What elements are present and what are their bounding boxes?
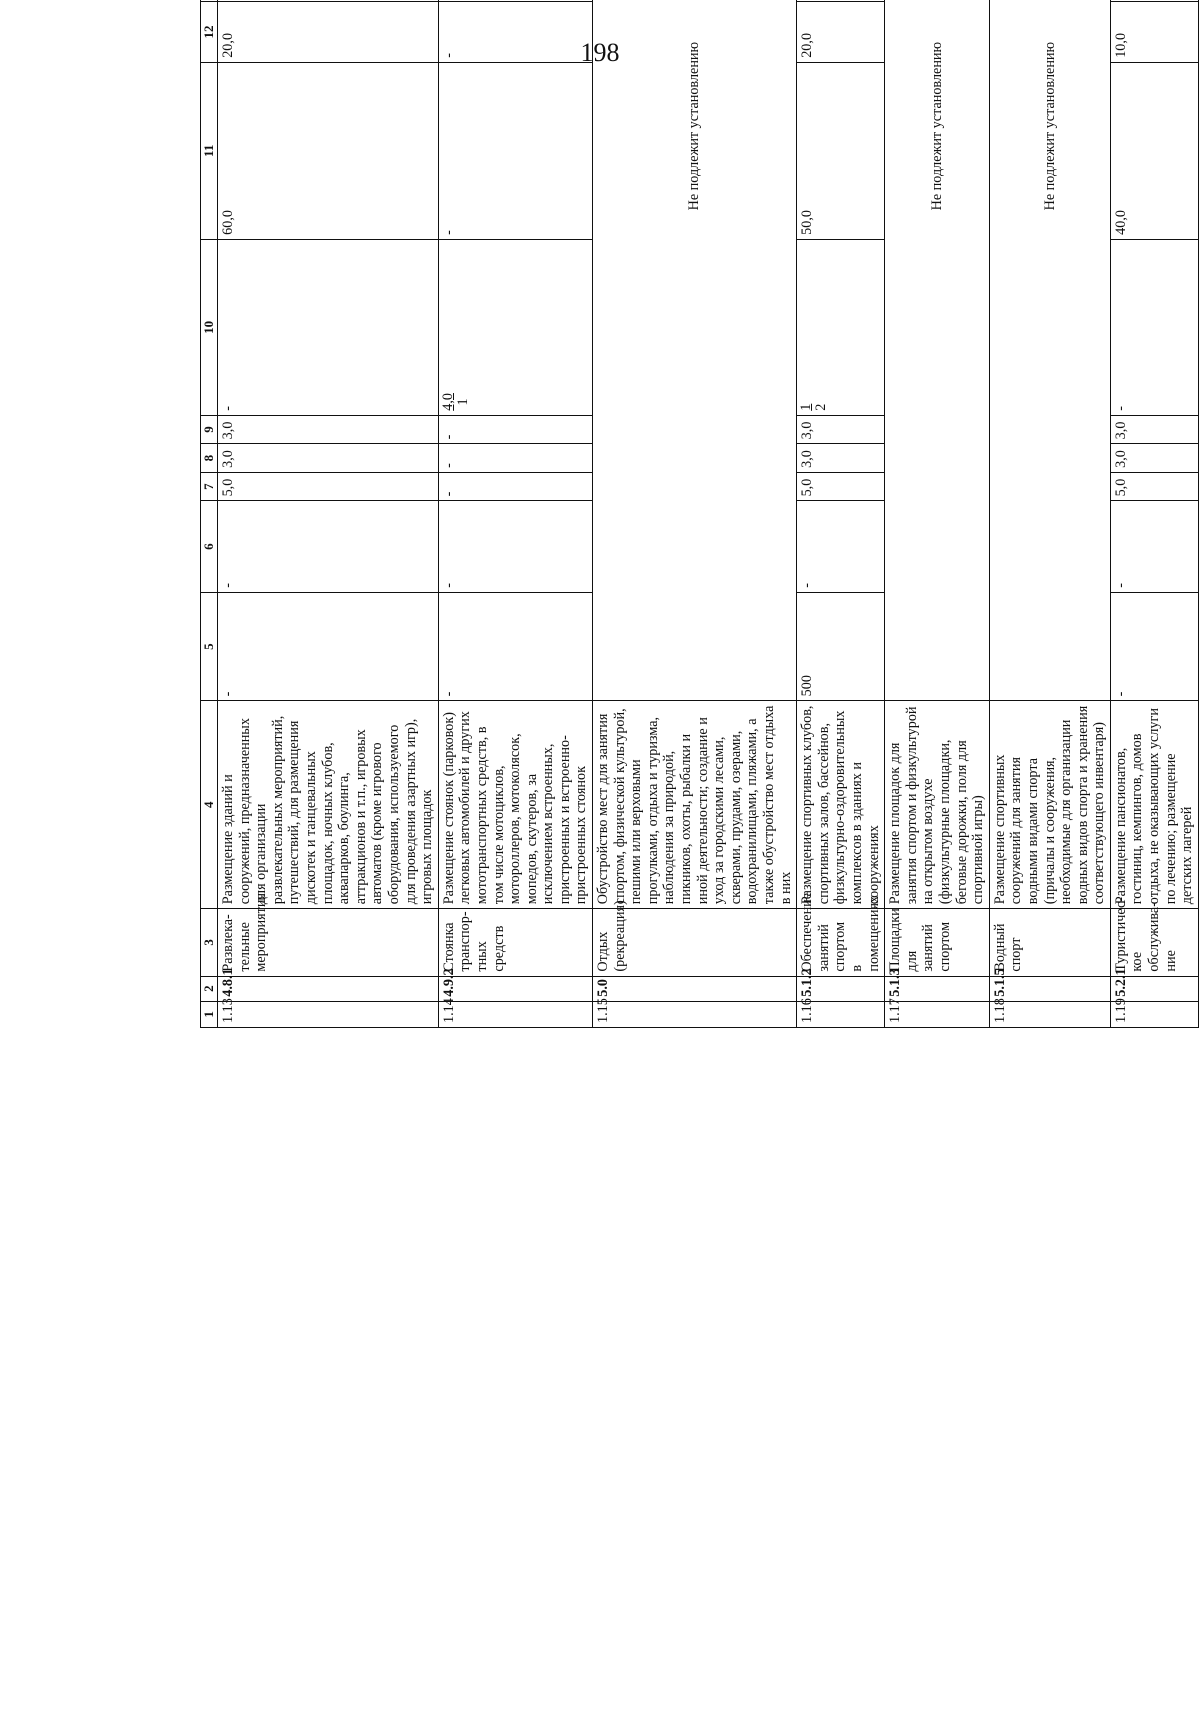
cell-code: 5.0 xyxy=(593,976,797,1001)
table-row xyxy=(438,0,592,1028)
cell-value: 3,0 xyxy=(797,415,885,444)
cell-code: 5.1.2 xyxy=(797,976,885,1001)
cell-value: - xyxy=(1110,592,1198,701)
fraction xyxy=(799,404,829,411)
cell-description: Размещение зданий и сооружений, предназначенных для организации развлекательных мероприятий, путешествий, для размещения дискотек и танцевальных площадок, ночных клубов, аквапарков, боулинга, аттракционов и т.п., игровых автоматов (кроме игрового оборудования, используемого для проведения азартных игр), игровых площадок xyxy=(218,701,439,909)
cell-not-applicable: Не подлежит установлению xyxy=(593,0,797,701)
cell-value: - xyxy=(1110,239,1198,415)
cell-value: 5,0 xyxy=(218,472,439,501)
cell-code: 4.9.2 xyxy=(438,976,592,1001)
cell-description: Размещение площадок для занятия спортом и физкультурой на открытом воздухе (физкультурные площадки, беговые дорожки, поля для спортивной игры) xyxy=(885,701,990,909)
cell-value: 20,0 xyxy=(797,2,885,63)
cell-value: - xyxy=(438,472,592,501)
column-header: 12 xyxy=(201,2,218,63)
cell-value: - xyxy=(438,501,592,592)
cell-value: - xyxy=(438,592,592,701)
table-row xyxy=(989,0,1110,1028)
cell-value: 5,0 xyxy=(797,472,885,501)
column-header: 4 xyxy=(201,701,218,909)
cell-value: - xyxy=(438,2,592,63)
column-header: 7 xyxy=(201,472,218,501)
column-header xyxy=(201,0,218,2)
column-header: 2 xyxy=(201,976,218,1001)
cell-row-number: 1.19 xyxy=(1110,1001,1198,1027)
cell-value: 50,0 xyxy=(797,62,885,239)
fraction-numerator: 4,0 xyxy=(439,393,456,411)
cell-value: 3,0 xyxy=(797,444,885,473)
cell-value xyxy=(438,0,592,2)
cell-name: Отдых (рекреация) xyxy=(593,909,797,976)
table-row xyxy=(797,0,885,1028)
cell-value: - xyxy=(1110,501,1198,592)
cell-row-number: 1.13 xyxy=(218,1001,439,1027)
fraction-denominator: 2 xyxy=(813,403,830,411)
cell-value: 3,0 xyxy=(1110,444,1198,473)
cell-name: Обеспечение занятий спортом в помещениях xyxy=(797,909,885,976)
cell-value: 5,0 xyxy=(1110,472,1198,501)
cell-value: - xyxy=(797,501,885,592)
cell-name: Площадки для занятий спортом xyxy=(885,909,990,976)
cell-value: 40,0 xyxy=(1110,62,1198,239)
column-header: 9 xyxy=(201,415,218,444)
cell-row-number: 1.15 xyxy=(593,1001,797,1027)
cell-description: Обустройство мест для занятия спортом, физической культурой, пешими или верховыми прогулками, отдыха и туризма, наблюдения за природой, пикников, охоты, рыбалки и иной деятельности; создание и уход за городскими лесами, скверами, прудами, озерами, водохранилищами, пляжами, а также обустройство мест отдыха в них xyxy=(593,701,797,909)
fraction-numerator: 1 xyxy=(798,403,815,411)
land-use-regulations-table xyxy=(200,0,1199,1028)
cell-name: Водный спорт xyxy=(989,909,1110,976)
cell-description: Размещение стоянок (парковок) легковых автомобилей и других мототранспортных средств, в том числе мотоциклов, мотороллеров, мотоколясок, мопедов, скутеров, за исключением встроенных, пристроенных и встроенно-пристроенных стоянок xyxy=(438,701,592,909)
cell-value-fraction xyxy=(797,239,885,415)
cell-value: - xyxy=(438,415,592,444)
cell-code: 5.2.1 xyxy=(1110,976,1198,1001)
cell-value: - xyxy=(438,62,592,239)
cell-value-fraction xyxy=(438,239,592,415)
cell-value xyxy=(1110,0,1198,2)
cell-row-number: 1.17 xyxy=(885,1001,990,1027)
table-row xyxy=(593,0,797,1028)
rotated-table-container xyxy=(200,0,1196,1028)
column-header: 11 xyxy=(201,62,218,239)
header-row xyxy=(201,0,218,1028)
table-row xyxy=(885,0,990,1028)
column-header: 3 xyxy=(201,909,218,976)
cell-not-applicable: Не подлежит установлению xyxy=(885,0,990,701)
cell-value: - xyxy=(218,592,439,701)
table-row xyxy=(218,0,439,1028)
column-header: 1 xyxy=(201,1001,218,1027)
cell-description: Размещение спортивных сооружений для занятия водными видами спорта (причалы и сооружения, необходимые для организации водных видов спорта и хранения соответствующего инвентаря) xyxy=(989,701,1110,909)
cell-not-applicable: Не подлежит установлению xyxy=(989,0,1110,701)
cell-row-number: 1.14 xyxy=(438,1001,592,1027)
cell-row-number: 1.16 xyxy=(797,1001,885,1027)
cell-code: 5.1.5 xyxy=(989,976,1110,1001)
cell-value: 3,0 xyxy=(1110,415,1198,444)
column-header: 6 xyxy=(201,501,218,592)
cell-value xyxy=(218,0,439,2)
cell-code: 4.8.1 xyxy=(218,976,439,1001)
cell-value: 20,0 xyxy=(218,2,439,63)
cell-name: Развлека-тельные мероприятия xyxy=(218,909,439,976)
column-header: 5 xyxy=(201,592,218,701)
column-header: 10 xyxy=(201,239,218,415)
cell-code: 5.1.3 xyxy=(885,976,990,1001)
cell-value: 3,0 xyxy=(218,415,439,444)
cell-value: 500 xyxy=(797,592,885,701)
table-row xyxy=(1110,0,1198,1028)
cell-value: - xyxy=(218,239,439,415)
cell-description: Размещение спортивных клубов, спортивных залов, бассейнов, физкультурно-оздоровительных комплексов в зданиях и сооружениях xyxy=(797,701,885,909)
page-number: 198 xyxy=(580,38,620,67)
cell-value xyxy=(797,0,885,2)
cell-name: Стоянка транспор-тных средств xyxy=(438,909,592,976)
column-header: 8 xyxy=(201,444,218,473)
fraction-denominator: 1 xyxy=(454,398,471,406)
cell-value: 60,0 xyxy=(218,62,439,239)
cell-description: Размещение пансионатов, гостиниц, кемпингов, домов отдыха, не оказывающих услуги по лечению; размещение детских лагерей xyxy=(1110,701,1198,909)
cell-value: - xyxy=(218,501,439,592)
cell-value: - xyxy=(438,444,592,473)
cell-value: 10,0 xyxy=(1110,2,1198,63)
fraction xyxy=(441,393,471,411)
cell-row-number: 1.18 xyxy=(989,1001,1110,1027)
cell-name: Туристичес-кое обслужива-ние xyxy=(1110,909,1198,976)
cell-value: 3,0 xyxy=(218,444,439,473)
